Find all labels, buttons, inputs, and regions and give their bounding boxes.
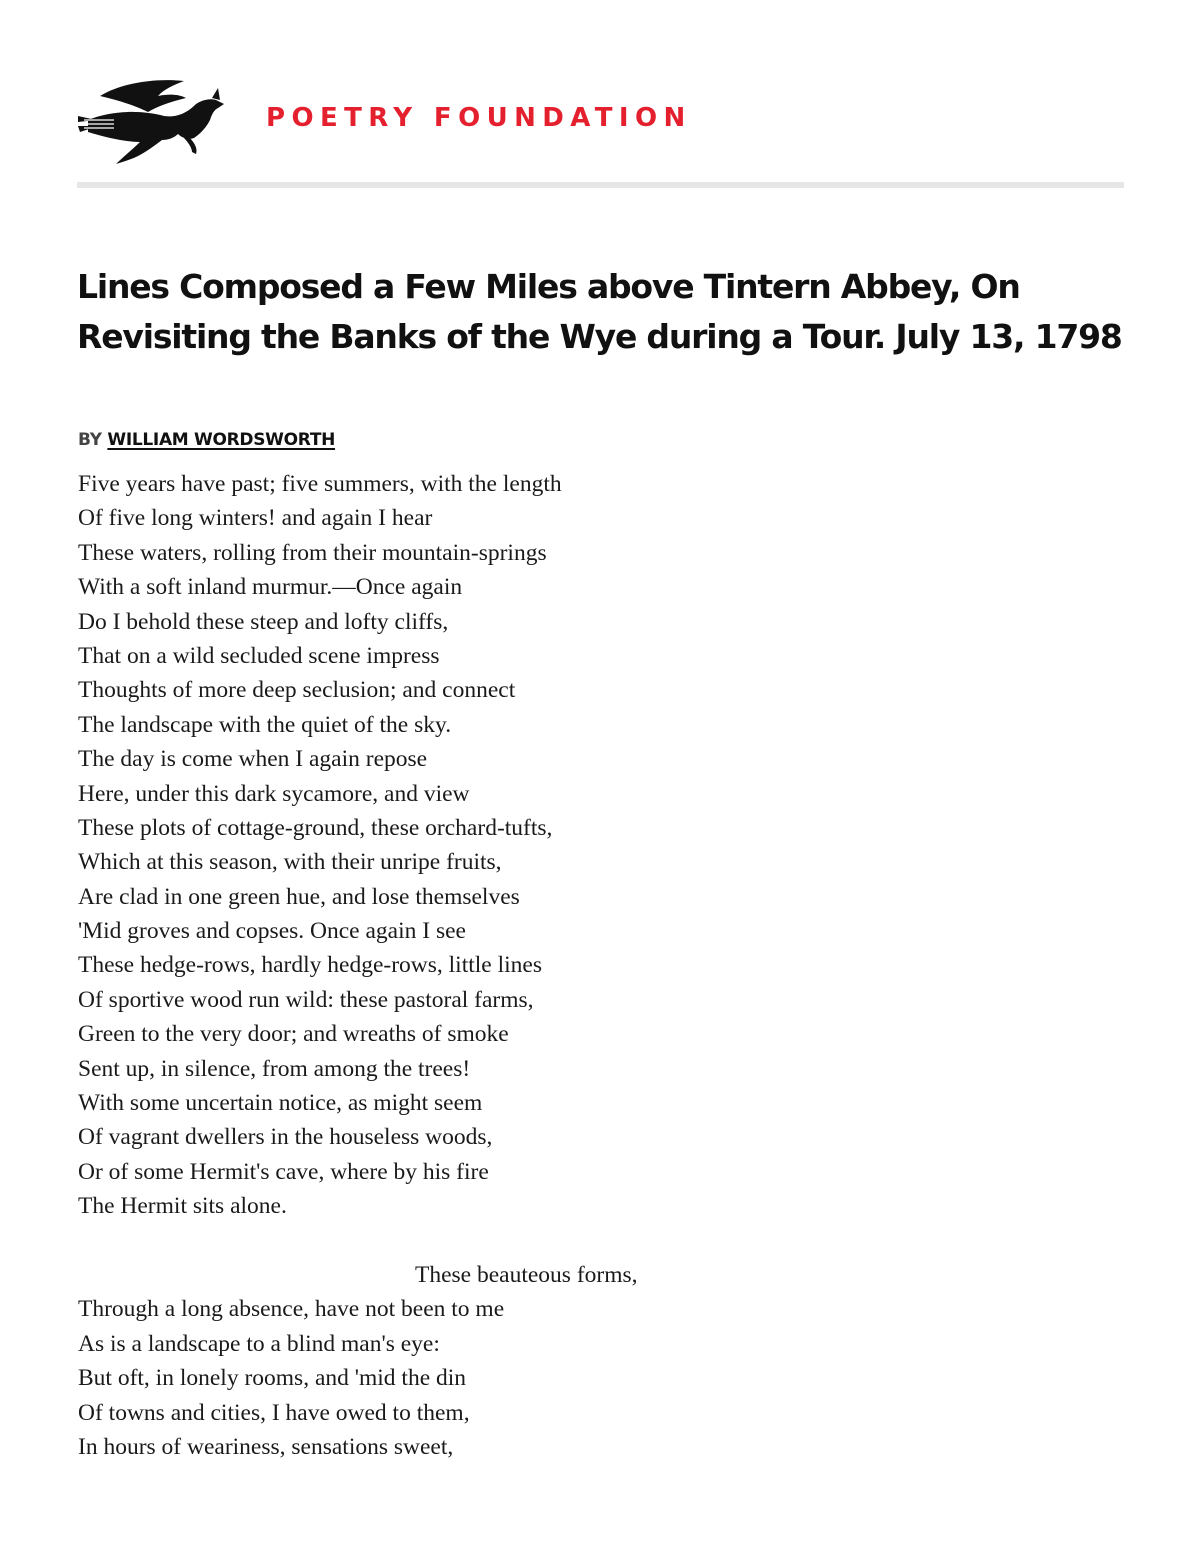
poem-line: These plots of cottage-ground, these orchard-tufts, (78, 814, 553, 841)
poem-line: With a soft inland murmur.—Once again (78, 574, 463, 601)
stanza-break (78, 1224, 778, 1258)
poem-line: Of vagrant dwellers in the houseless woods, (78, 1124, 493, 1151)
author-link[interactable]: WILLIAM WORDSWORTH (107, 430, 336, 450)
poem-line: These hedge-rows, hardly hedge-rows, little lines (78, 952, 542, 979)
poem-line: In hours of weariness, sensations sweet, (78, 1433, 454, 1460)
poem-body (78, 467, 778, 1464)
by-label: BY (78, 430, 102, 450)
poem-line: Do I behold these steep and lofty cliffs, (78, 608, 449, 635)
brand-name[interactable]: POETRY FOUNDATION (266, 103, 692, 133)
poem-line: Or of some Hermit's cave, where by his fire (78, 1158, 489, 1185)
poem-line: The Hermit sits alone. (78, 1193, 287, 1220)
poem-line: Which at this season, with their unripe fruits, (78, 849, 502, 876)
poem-line: As is a landscape to a blind man's eye: (78, 1330, 440, 1357)
header-divider (77, 182, 1124, 188)
poem-line: Of sportive wood run wild: these pastoral farms, (78, 986, 534, 1013)
poem-line: Through a long absence, have not been to me (78, 1296, 505, 1323)
poem-line-indented: These beauteous forms, (415, 1261, 638, 1288)
poem-line: Five years have past; five summers, with the length (78, 471, 562, 497)
poem-line: Are clad in one green hue, and lose themselves (78, 883, 520, 910)
byline (78, 430, 335, 450)
poem-line: The day is come when I again repose (78, 746, 428, 773)
poem-line: Thoughts of more deep seclusion; and connect (78, 677, 516, 704)
poem-line: These waters, rolling from their mountain-springs (78, 539, 547, 566)
poem-line: Of five long winters! and again I hear (78, 505, 433, 532)
poem-line: Of towns and cities, I have owed to them, (78, 1399, 470, 1426)
pegasus-logo-icon[interactable] (78, 76, 228, 164)
poem-line: Green to the very door; and wreaths of smoke (78, 1021, 509, 1048)
poem-line: But oft, in lonely rooms, and 'mid the din (78, 1365, 467, 1392)
poem-title: Lines Composed a Few Miles above Tintern Abbey, On Revisiting the Banks of the Wye during a Tour. July 13, 1798 (77, 267, 1122, 356)
poem-line: With some uncertain notice, as might seem (78, 1090, 483, 1117)
poem-line: 'Mid groves and copses. Once again I see (78, 918, 466, 945)
poem-line: Here, under this dark sycamore, and view (78, 780, 470, 807)
site-header (78, 72, 1124, 168)
poem-line: The landscape with the quiet of the sky. (78, 711, 452, 738)
poem-line: That on a wild secluded scene impress (78, 642, 440, 669)
poem-line: Sent up, in silence, from among the trees! (78, 1055, 471, 1082)
